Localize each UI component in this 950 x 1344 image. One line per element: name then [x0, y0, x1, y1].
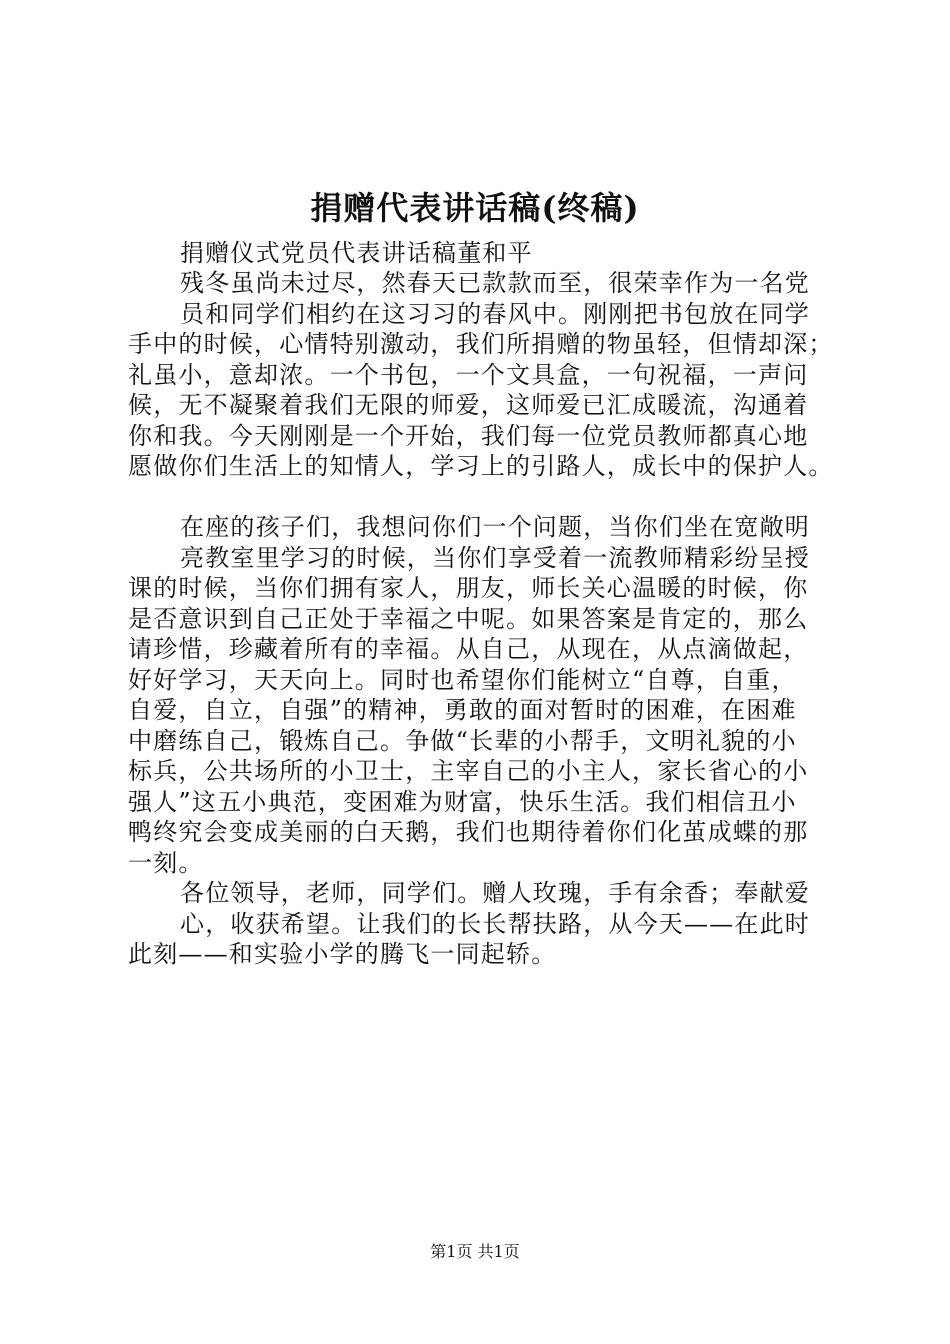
text-line: 捐赠仪式党员代表讲话稿董和平 [180, 239, 533, 267]
text-line: 心，收获希望。让我们的长长帮扶路，从今天——在此时 [180, 910, 810, 938]
text-line: 中磨练自己，锻炼自己。争做“长辈的小帮手，文明礼貌的小 [128, 727, 797, 755]
text-line: 手中的时候，心情特别激动，我们所捐赠的物虽轻，但情却深； [128, 330, 834, 358]
text-line: 鸭终究会变成美丽的白天鹅，我们也期待着你们化茧成蝶的那 [128, 818, 809, 846]
text-line: 标兵，公共场所的小卫士，主宰自己的小主人，家长省心的小 [128, 757, 809, 785]
text-line: 你和我。今天刚刚是一个开始，我们每一位党员教师都真心地 [128, 422, 809, 450]
text-line: 残冬虽尚未过尽，然春天已款款而至，很荣幸作为一名党 [180, 269, 810, 297]
text-line: 亮教室里学习的时候，当你们享受着一流教师精彩纷呈授 [180, 544, 810, 572]
document-title: 捐赠代表讲话稿(终稿) [310, 189, 640, 227]
text-line: 在座的孩子们，我想问你们一个问题，当你们坐在宽敞明 [180, 513, 810, 541]
text-line: 好好学习，天天向上。同时也希望你们能树立“自尊，自重， [128, 666, 797, 694]
text-line: 候，无不凝聚着我们无限的师爱，这师爱已汇成暖流，沟通着 [128, 391, 809, 419]
text-line: 员和同学们相约在这习习的春风中。刚刚把书包放在同学 [180, 300, 810, 328]
text-line: 请珍惜，珍藏着所有的幸福。从自己，从现在，从点滴做起， [128, 635, 809, 663]
text-line: 自爱，自立，自强”的精神，勇敢的面对暂时的困难，在困难 [128, 696, 797, 724]
text-line: 一刻。 [128, 849, 204, 877]
text-line: 愿做你们生活上的知情人，学习上的引路人，成长中的保护人。 [128, 452, 834, 480]
text-line: 强人”这五小典范，变困难为财富，快乐生活。我们相信丑小 [128, 788, 797, 816]
text-line: 礼虽小，意却浓。一个书包，一个文具盒，一句祝福，一声问 [128, 361, 809, 389]
page-footer: 第1页 共1页 [430, 1242, 520, 1261]
text-line: 各位领导，老师，同学们。赠人玫瑰，手有余香；奉献爱 [180, 879, 810, 907]
text-line: 此刻——和实验小学的腾飞一同起轿。 [128, 940, 557, 968]
text-line: 课的时候，当你们拥有家人，朋友，师长关心温暖的时候，你 [128, 574, 809, 602]
text-line: 是否意识到自己正处于幸福之中呢。如果答案是肯定的，那么 [128, 605, 809, 633]
